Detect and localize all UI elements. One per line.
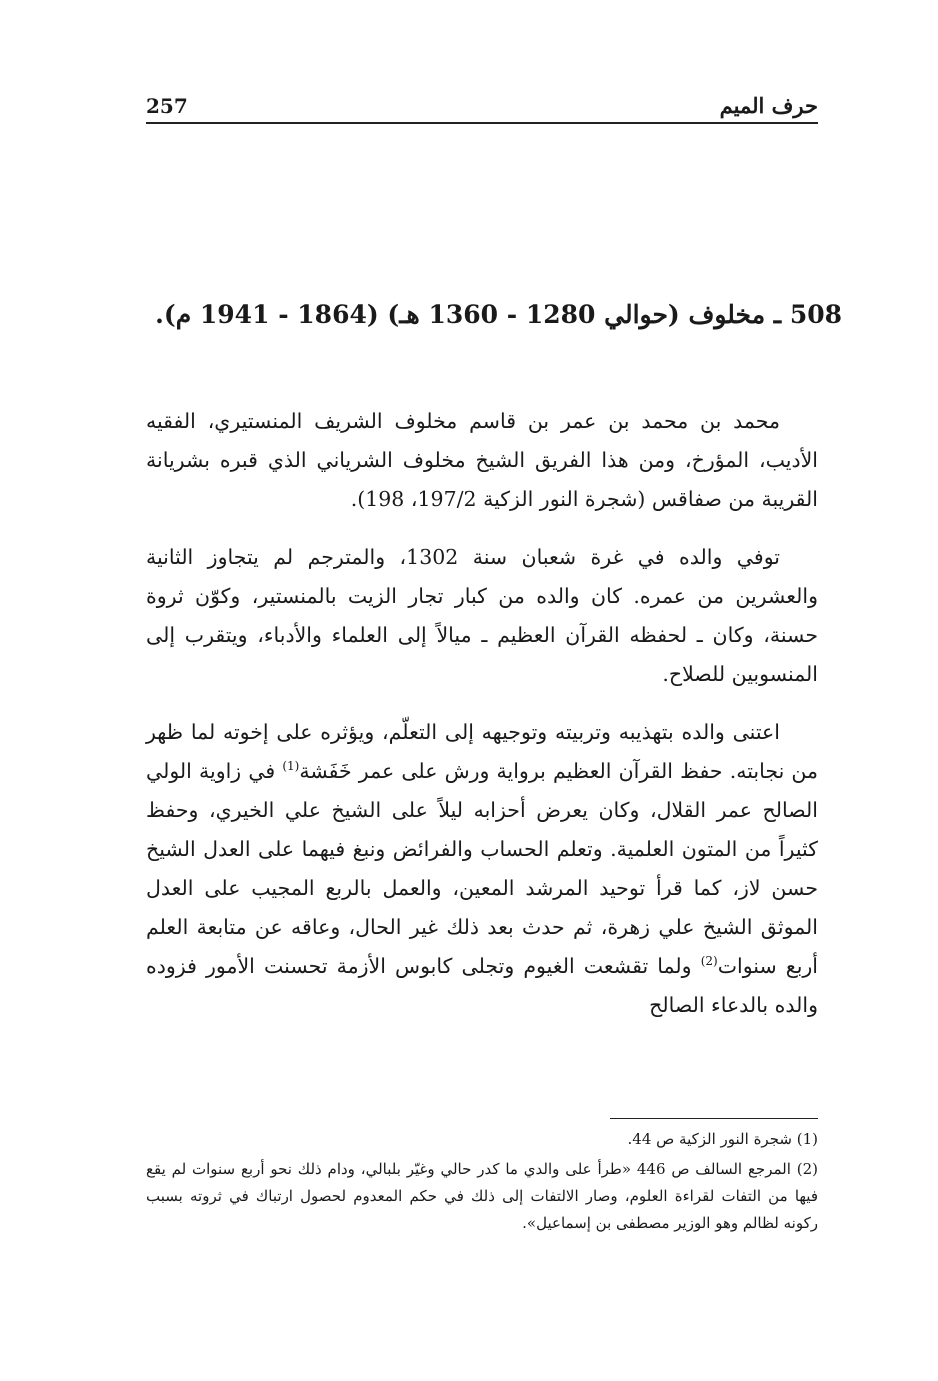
footnote-ref: (1) xyxy=(282,759,300,774)
footnote xyxy=(146,1156,818,1237)
footnote-divider xyxy=(610,1118,818,1119)
paragraph-text: في زاوية الولي الصالح عمر القلال، وكان يعرض أحزابه ليلاً على الشيخ علي الخيري، وحفظ كثيراً من المتون العلمية. وتعلم الحساب والفرائض ونبغ فيهما على العدل الشيخ حسن لاز، كما قرأ توحيد المرشد المعين، والعمل بالربع المجيب على العدل الموثق الشيخ علي زهرة، ثم حدث بعد ذلك غير الحال، وعاقه عن متابعة العلم أربع سنوات xyxy=(146,759,818,978)
page-header xyxy=(146,84,818,124)
footnote-text: شجرة النور الزكية ص 44. xyxy=(627,1130,792,1148)
paragraph: محمد بن محمد بن عمر بن قاسم مخلوف الشريف المنستيري، الفقيه الأديب، المؤرخ، ومن هذا الفريق الشيخ مخلوف الشرياني الذي قبره بشريانة القريبة من صفاقس (شجرة النور الزكية 197/2، 198). xyxy=(146,409,818,511)
footnote xyxy=(146,1126,818,1153)
page-number: 257 xyxy=(146,94,188,118)
footnotes xyxy=(146,1126,818,1240)
footnote-marker: (2) xyxy=(796,1160,818,1178)
footnote-marker: (1) xyxy=(796,1130,818,1148)
footnote-ref: (2) xyxy=(700,954,718,969)
entry-body xyxy=(146,402,818,1044)
paragraph xyxy=(146,713,818,1025)
paragraph-text: اعتنى والده بتهذيبه وتربيته وتوجيهه إلى التعلّم، ويؤثره على إخوته لما ظهر من نجابته. حفظ القرآن العظيم برواية ورش على عمر خَفَشة xyxy=(146,720,818,783)
paragraph: توفي والده في غرة شعبان سنة 1302، والمترجم لم يتجاوز الثانية والعشرين من عمره. كان والده من كبار تجار الزيت بالمنستير، وكوّن ثروة حسنة، وكان ـ لحفظه القرآن العظيم ـ ميالاً إلى العلماء والأدباء، ويتقرب إلى المنسوبين للصلاح. xyxy=(146,545,818,686)
footnote-text: المرجع السالف ص 446 «طرأ على والدي ما كدر حالي وغيّر بلبالي، ودام ذلك نحو أربع سنوات لم يقع فيها من التفات لقراءة العلوم، وصار الالتفات إلى ذلك في حكم المعدوم لحصول ارتباك في ثروته بسبب ركونه لظالم وهو الوزير مصطفى بن إسماعيل». xyxy=(146,1160,818,1232)
entry-title: 508 ـ مخلوف (حوالي 1280 - 1360 هـ) (1864 - 1941 م). xyxy=(155,300,842,329)
running-head: حرف الميم xyxy=(719,93,818,118)
paragraph-text: ولما تقشعت الغيوم وتجلى كابوس الأزمة تحسنت الأمور فزوده والده بالدعاء الصالح xyxy=(146,954,818,1017)
